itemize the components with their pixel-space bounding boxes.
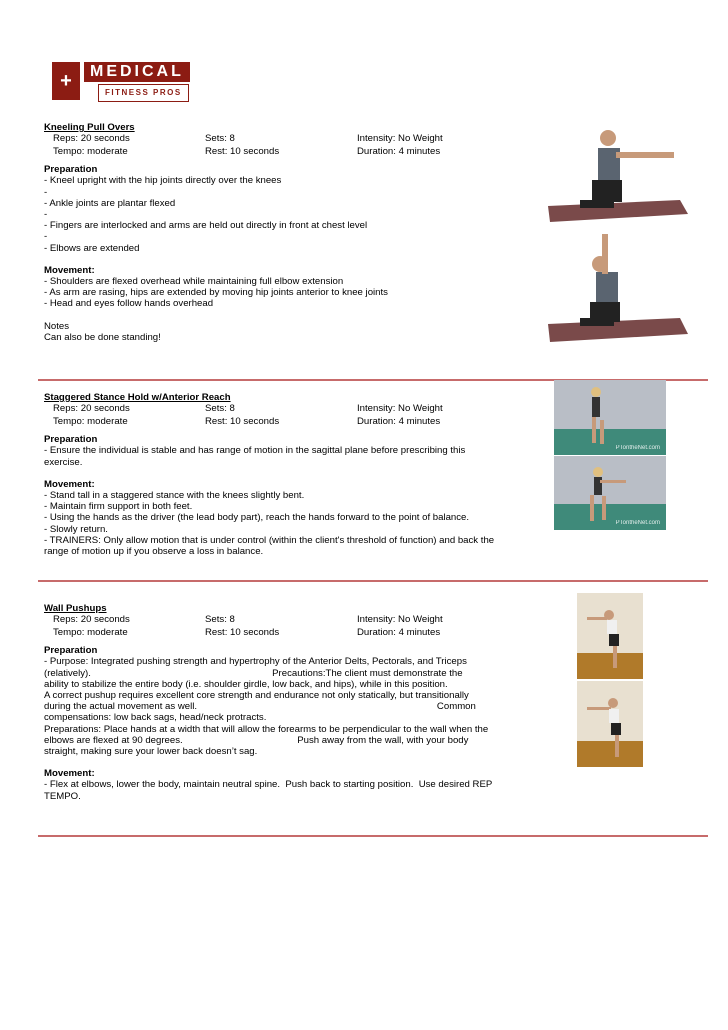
movement-text: - Stand tall in a staggered stance with the knees slightly bent. - Maintain firm support in both feet. - Using the hands as the driver (the lead body part), reach the hands forward to the point of balance. - Slowly return. - TRAINERS: Only allow motion that is under control (within the client's threshold of function) and back the range of motion up if you observe a loss in balance. <box>44 490 495 558</box>
exercise-title: Staggered Stance Hold w/Anterior Reach <box>44 392 231 403</box>
exercise-title: Wall Pushups <box>44 603 107 614</box>
duration: Duration: 4 minutes <box>357 145 441 157</box>
preparation-heading: Preparation <box>44 164 98 176</box>
staggered-stance-photo-1 <box>554 380 666 455</box>
tempo: Tempo: moderate <box>53 415 128 427</box>
movement-text: - Shoulders are flexed overhead while maintaining full elbow extension - As arm are rasing, hips are extended by moving hip joints anterior to knee joints - Head and eyes follow hands overhead <box>44 276 388 310</box>
exercise-wall-pushups <box>44 603 514 802</box>
rest: Rest: 10 seconds <box>205 415 280 427</box>
reps: Reps: 20 seconds <box>53 133 130 145</box>
section-divider <box>38 835 708 837</box>
sets: Sets: 8 <box>205 614 235 626</box>
duration: Duration: 4 minutes <box>357 626 441 638</box>
movement-heading: Movement: <box>44 478 95 490</box>
preparation-heading: Preparation <box>44 434 98 446</box>
standing-figure <box>554 380 666 455</box>
staggered-stance-photo-2 <box>554 456 666 530</box>
movement-heading: Movement: <box>44 264 95 276</box>
kneeling-figure-arms-forward <box>540 118 690 224</box>
exercise-staggered-stance-hold <box>44 392 514 557</box>
logo-subtitle: FITNESS PROS <box>98 84 189 102</box>
rest: Rest: 10 seconds <box>205 145 280 157</box>
stats-row-1 <box>44 133 514 146</box>
intensity: Intensity: No Weight <box>357 403 443 415</box>
reaching-figure <box>554 456 666 530</box>
exercise-title: Kneeling Pull Overs <box>44 122 135 133</box>
exercise-kneeling-pull-overs <box>44 122 514 343</box>
kneeling-figure-arms-overhead <box>540 228 690 344</box>
preparation-heading: Preparation <box>44 645 98 657</box>
kneeling-pull-over-start-photo <box>540 118 690 224</box>
preparation-text: - Kneel upright with the hip joints directly over the knees - - Ankle joints are plantar flexed - - Fingers are interlocked and arms are held out directly in front at chest level - - Elbows are extended <box>44 175 368 254</box>
intensity: Intensity: No Weight <box>357 133 443 145</box>
medical-fitness-pros-logo <box>52 62 202 104</box>
stats-row-1 <box>44 403 514 416</box>
kneeling-pull-over-end-photo <box>540 228 690 344</box>
wall-pushup-photo-2 <box>577 681 643 767</box>
stats-row-2 <box>44 627 514 640</box>
reps: Reps: 20 seconds <box>53 614 130 626</box>
watermark-text: PTontheNet.com <box>615 445 660 451</box>
logo-title: MEDICAL <box>84 62 190 82</box>
section-divider <box>38 580 708 582</box>
tempo: Tempo: moderate <box>53 626 128 638</box>
notes-text: Can also be done standing! <box>44 331 161 343</box>
tempo: Tempo: moderate <box>53 145 128 157</box>
stats-row-1 <box>44 614 514 627</box>
medical-cross-icon: + <box>52 62 80 100</box>
stats-row-2 <box>44 416 514 429</box>
wall-pushup-figure-2 <box>577 681 643 767</box>
sets: Sets: 8 <box>205 403 235 415</box>
wall-pushup-figure-1 <box>577 593 643 679</box>
rest: Rest: 10 seconds <box>205 626 280 638</box>
duration: Duration: 4 minutes <box>357 415 441 427</box>
sets: Sets: 8 <box>205 133 235 145</box>
movement-heading: Movement: <box>44 768 95 780</box>
preparation-text: - Purpose: Integrated pushing strength and hypertrophy of the Anterior Delts, Pectorals, and Triceps (relatively). Precautions:The client must demonstrate the ability to stabilize the entire body (i.e. shoulder girdle, low back, and hips), while in this position. A correct pushup requires excellent core strength and endurance not only statically, but transitionally during the actual movement as well. Common compensations: low back sags, head/neck protracts. Preparations: Place hands at a width that will allow the forearms to be perpendicular to the wall when the elbows are flexed at 90 degrees. Push away from the wall, with your body straight, making sure your lower back doesn’t sag. <box>44 656 489 758</box>
notes-heading: Notes <box>44 320 70 332</box>
movement-text: - Flex at elbows, lower the body, maintain neutral spine. Push back to starting position. Use desired REP TEMPO. <box>44 779 493 802</box>
stats-row-2 <box>44 146 514 159</box>
intensity: Intensity: No Weight <box>357 614 443 626</box>
reps: Reps: 20 seconds <box>53 403 130 415</box>
watermark-text: PTontheNet.com <box>615 520 660 526</box>
preparation-text: - Ensure the individual is stable and has range of motion in the sagittal plane before prescribing this exercise. <box>44 445 466 468</box>
wall-pushup-photo-1 <box>577 593 643 679</box>
